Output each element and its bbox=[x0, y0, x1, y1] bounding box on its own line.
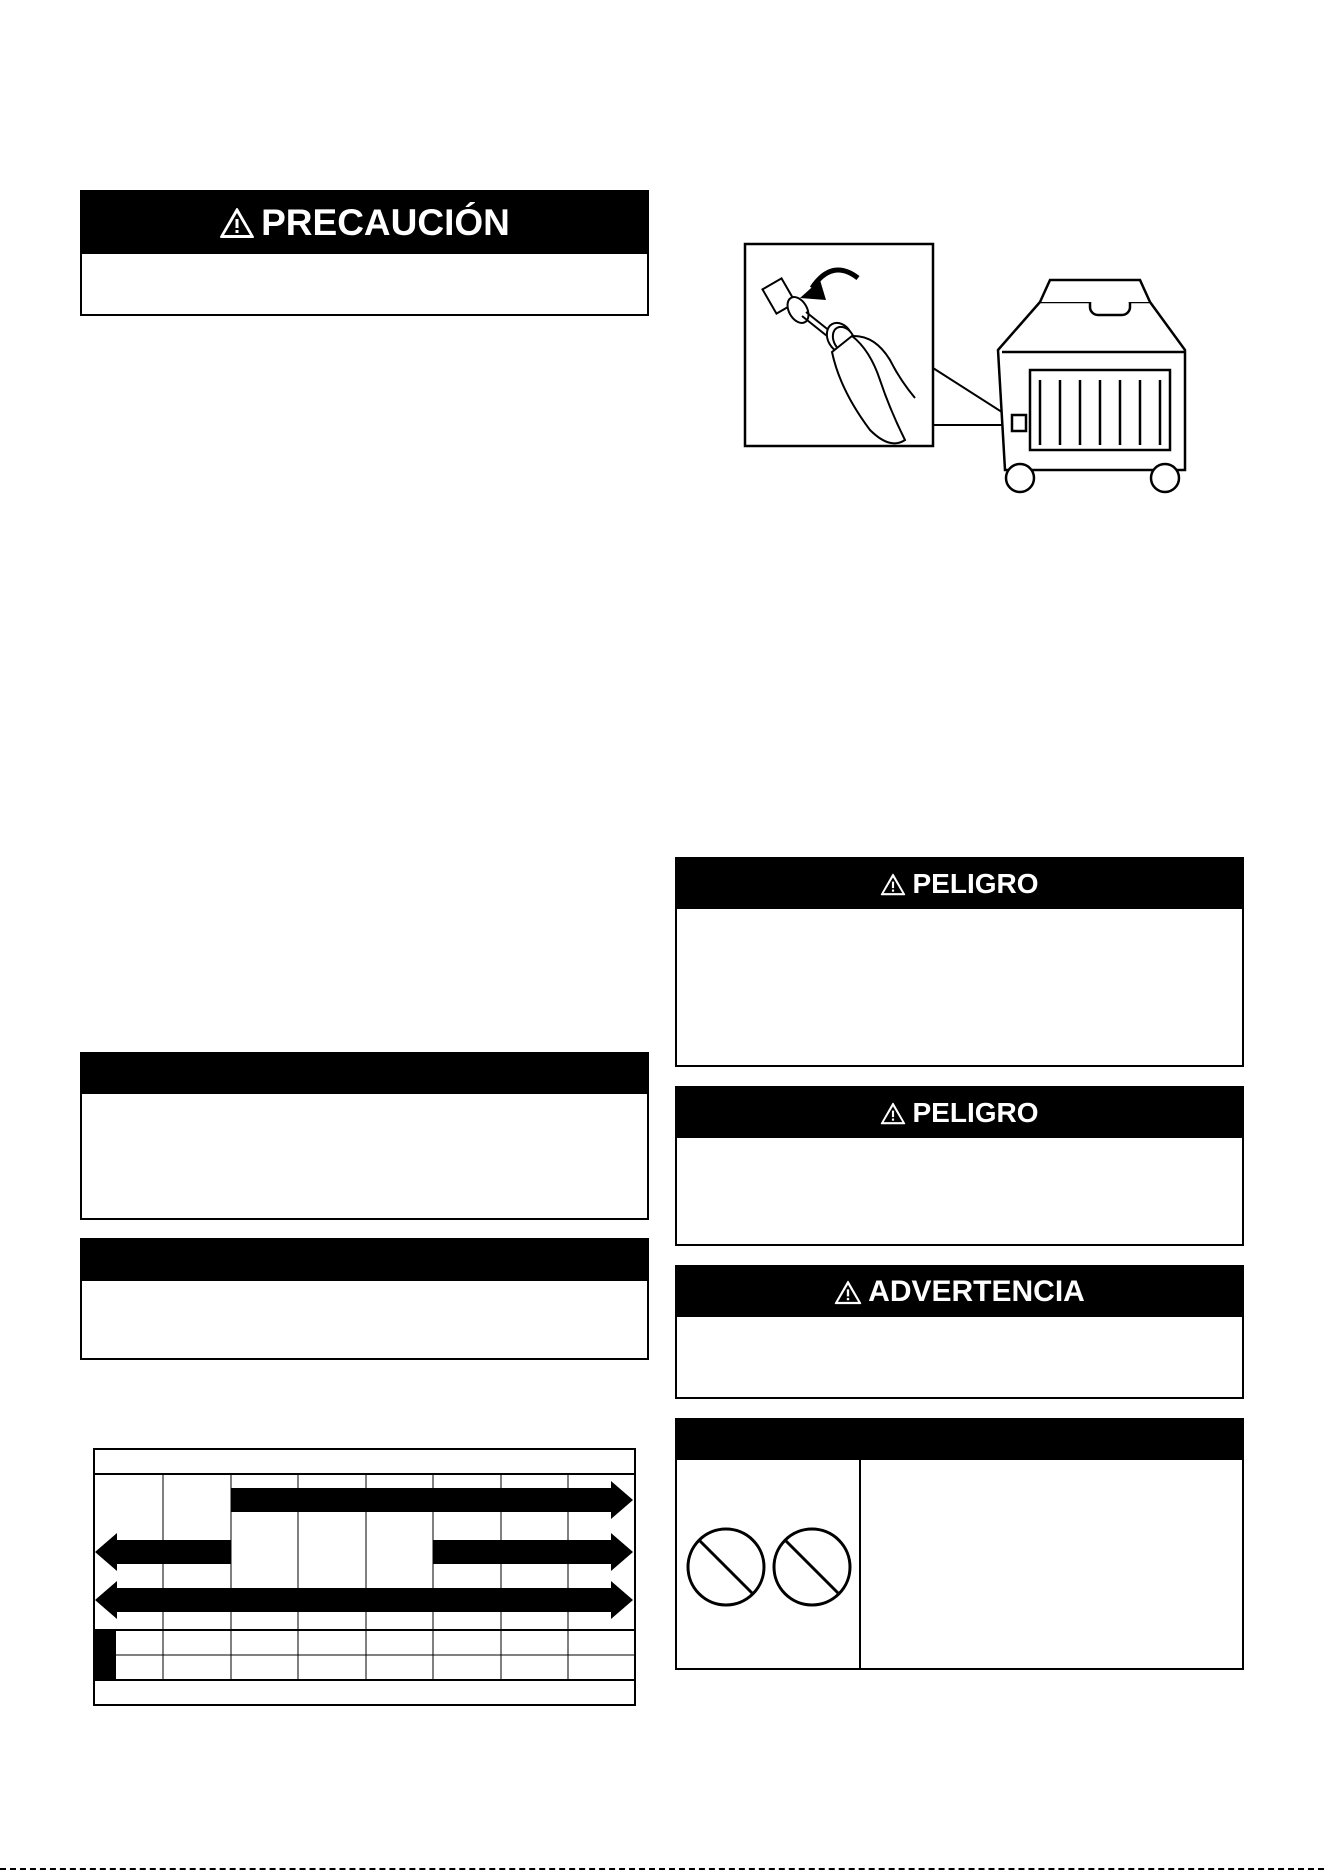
warning-header bbox=[677, 1267, 1242, 1317]
danger-notice-1 bbox=[675, 857, 1244, 1067]
warning-label: ADVERTENCIA bbox=[868, 1275, 1085, 1308]
warning-triangle-icon bbox=[880, 873, 906, 896]
page-bottom-rule bbox=[0, 1868, 1324, 1870]
prohibition-icon bbox=[771, 1526, 853, 1608]
caution-label: PRECAUCIÓN bbox=[261, 202, 510, 243]
notice-box-1-header bbox=[82, 1054, 647, 1094]
oil-temperature-chart bbox=[93, 1448, 636, 1706]
prohibition-icon-panel bbox=[677, 1460, 861, 1668]
notice-box-2 bbox=[80, 1238, 649, 1360]
prohibition-header bbox=[677, 1420, 1242, 1460]
prohibition-notice bbox=[675, 1418, 1244, 1670]
danger-2-label: PELIGRO bbox=[912, 1097, 1039, 1128]
danger-2-header bbox=[677, 1088, 1242, 1138]
prohibition-icon bbox=[685, 1526, 767, 1608]
dipstick-illustration bbox=[740, 240, 1240, 510]
warning-notice bbox=[675, 1265, 1244, 1399]
notice-box-1 bbox=[80, 1052, 649, 1220]
danger-notice-2 bbox=[675, 1086, 1244, 1246]
warning-triangle-icon bbox=[219, 207, 255, 239]
danger-1-label: PELIGRO bbox=[912, 868, 1039, 899]
caution-notice bbox=[80, 190, 649, 316]
caution-header bbox=[82, 192, 647, 254]
warning-triangle-icon bbox=[834, 1280, 862, 1305]
warning-triangle-icon bbox=[880, 1102, 906, 1125]
danger-1-header bbox=[677, 859, 1242, 909]
notice-box-2-header bbox=[82, 1240, 647, 1281]
